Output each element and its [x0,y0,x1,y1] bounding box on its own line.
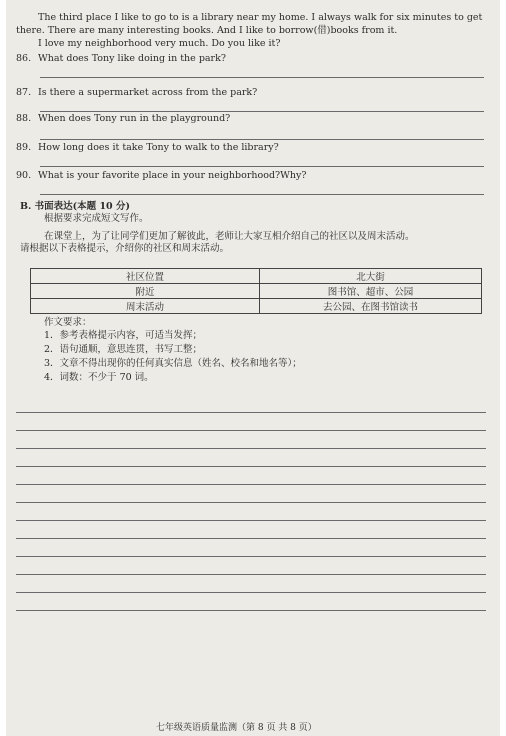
passage-line-1: The third place I like to go to is a library near my home. I always walk for six minutes to get [38,12,483,23]
section-b-intro-1: 在课堂上，为了让同学们更加了解彼此，老师让大家互相介绍自己的社区以及周末活动。 [44,231,415,242]
requirement-item-1: 1．参考表格提示内容，可适当发挥； [44,330,203,341]
prompt-table [30,268,482,314]
section-b-heading: B. 书面表达(本题 10 分) [20,201,130,212]
table-row [31,284,482,299]
table-value-cell: 去公园、在图书馆读书 [260,299,482,314]
table-label-cell: 附近 [31,284,260,299]
question-text: Is there a supermarket across from the park? [38,87,258,98]
question-90 [16,170,306,181]
writing-line[interactable] [16,484,486,485]
table-row [31,299,482,314]
question-number: 89. [16,142,32,153]
writing-line[interactable] [16,412,486,413]
page-footer: 七年级英语质量监测（第 8 页 共 8 页） [156,723,317,733]
writing-line[interactable] [16,538,486,539]
question-86 [16,53,226,64]
section-b-intro-2: 请根据以下表格提示，介绍你的社区和周末活动。 [20,243,230,254]
question-text: What does Tony like doing in the park? [38,53,226,64]
table-label-cell: 周末活动 [31,299,260,314]
answer-line-87[interactable] [40,111,484,112]
writing-line[interactable] [16,502,486,503]
table-label-cell: 社区位置 [31,269,260,284]
answer-line-89[interactable] [40,166,484,167]
passage-line-2: there. There are many interesting books. And I like to borrow(借)books from it. [16,25,398,36]
question-88 [16,113,230,124]
exam-page [6,0,500,736]
question-number: 88. [16,113,32,124]
question-number: 87. [16,87,32,98]
writing-line[interactable] [16,556,486,557]
writing-line[interactable] [16,610,486,611]
requirements-title: 作文要求： [44,317,92,328]
writing-line[interactable] [16,448,486,449]
requirement-item-2: 2．语句通顺，意思连贯，书写工整； [44,344,203,355]
answer-line-90[interactable] [40,194,484,195]
table-value-cell: 北大街 [260,269,482,284]
question-text: What is your favorite place in your neighborhood?Why? [38,170,307,181]
answer-line-88[interactable] [40,139,484,140]
question-number: 90. [16,170,32,181]
writing-line[interactable] [16,466,486,467]
answer-line-86[interactable] [40,77,484,78]
requirement-item-4: 4．词数：不少于 70 词。 [44,372,154,383]
question-89 [16,142,279,153]
writing-line[interactable] [16,520,486,521]
table-row [31,269,482,284]
question-text: How long does it take Tony to walk to the library? [38,142,279,153]
writing-line[interactable] [16,430,486,431]
requirement-item-3: 3．文章不得出现你的任何真实信息（姓名、校名和地名等）； [44,358,302,369]
table-value-cell: 图书馆、超市、公园 [260,284,482,299]
writing-line[interactable] [16,574,486,575]
writing-line[interactable] [16,592,486,593]
passage-line-3: I love my neighborhood very much. Do you like it? [38,38,281,49]
section-b-subheading: 根据要求完成短文写作。 [44,213,149,224]
question-text: When does Tony run in the playground? [38,113,231,124]
question-number: 86. [16,53,32,64]
question-87 [16,87,257,98]
